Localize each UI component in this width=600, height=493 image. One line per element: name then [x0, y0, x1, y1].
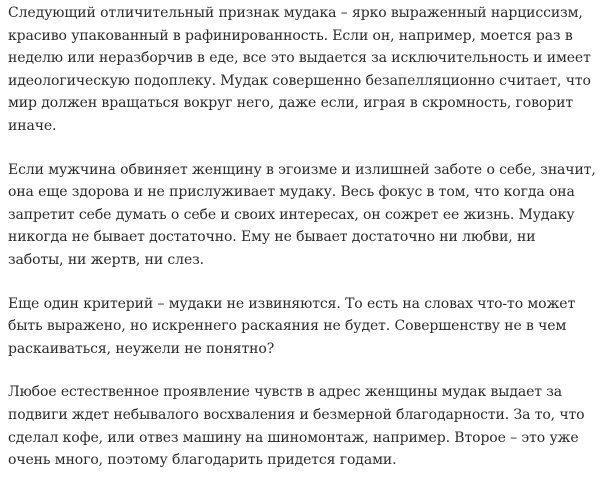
text-line: Любое естественное проявление чувств в адрес женщины мудак выдает за	[8, 384, 563, 401]
text-line: быть выражено, но искреннего раскаяния не будет. Совершенству не в чем	[8, 318, 567, 335]
paragraph-2	[8, 159, 594, 272]
article-body	[8, 2, 594, 493]
text-line: раскаиваться, неужели не понятно?	[8, 340, 275, 357]
text-line: она еще здорова и не прислуживает мудаку. Весь фокус в том, что когда она	[8, 184, 575, 201]
text-line: никогда не бывает достаточно. Ему не бывает достаточно ни любви, ни	[8, 229, 536, 246]
text-line: мир должен вращаться вокруг него, даже если, играя в скромность, говорит	[8, 95, 573, 112]
text-line: Если мужчина обвиняет женщину в эгоизме и излишней заботе о себе, значит,	[8, 161, 596, 178]
text-line: идеологическую подоплеку. Мудак совершенно безапелляционно считает, что	[8, 72, 591, 89]
text-line: Еще один критерий – мудаки не извиняются. То есть на словах что-то может	[8, 295, 576, 312]
text-line: запретит себе думать о себе и своих интересах, он сожрет ее жизнь. Мудаку	[8, 206, 575, 223]
paragraph-3	[8, 293, 594, 361]
text-line: иначе.	[8, 117, 57, 134]
text-line: сделал кофе, или отвез машину на шиномонтаж, например. Второе – это уже	[8, 429, 579, 446]
paragraph-1	[8, 2, 594, 138]
paragraph-4	[8, 381, 594, 471]
text-line: красиво упакованный в рафинированность. Если он, например, моется раз в	[8, 27, 573, 44]
text-line: Следующий отличительный признак мудака – ярко выраженный нарциссизм,	[8, 5, 583, 21]
text-line: заботы, ни жертв, ни слез.	[8, 251, 205, 268]
text-line: подвиги ждет небывалого восхваления и безмерной благодарности. За то, что	[8, 406, 585, 423]
text-line: неделю или неразборчив в еде, все это выдается за исключительность и имеет	[8, 50, 591, 67]
text-line: очень много, поэтому благодарить придется годами.	[8, 452, 397, 469]
